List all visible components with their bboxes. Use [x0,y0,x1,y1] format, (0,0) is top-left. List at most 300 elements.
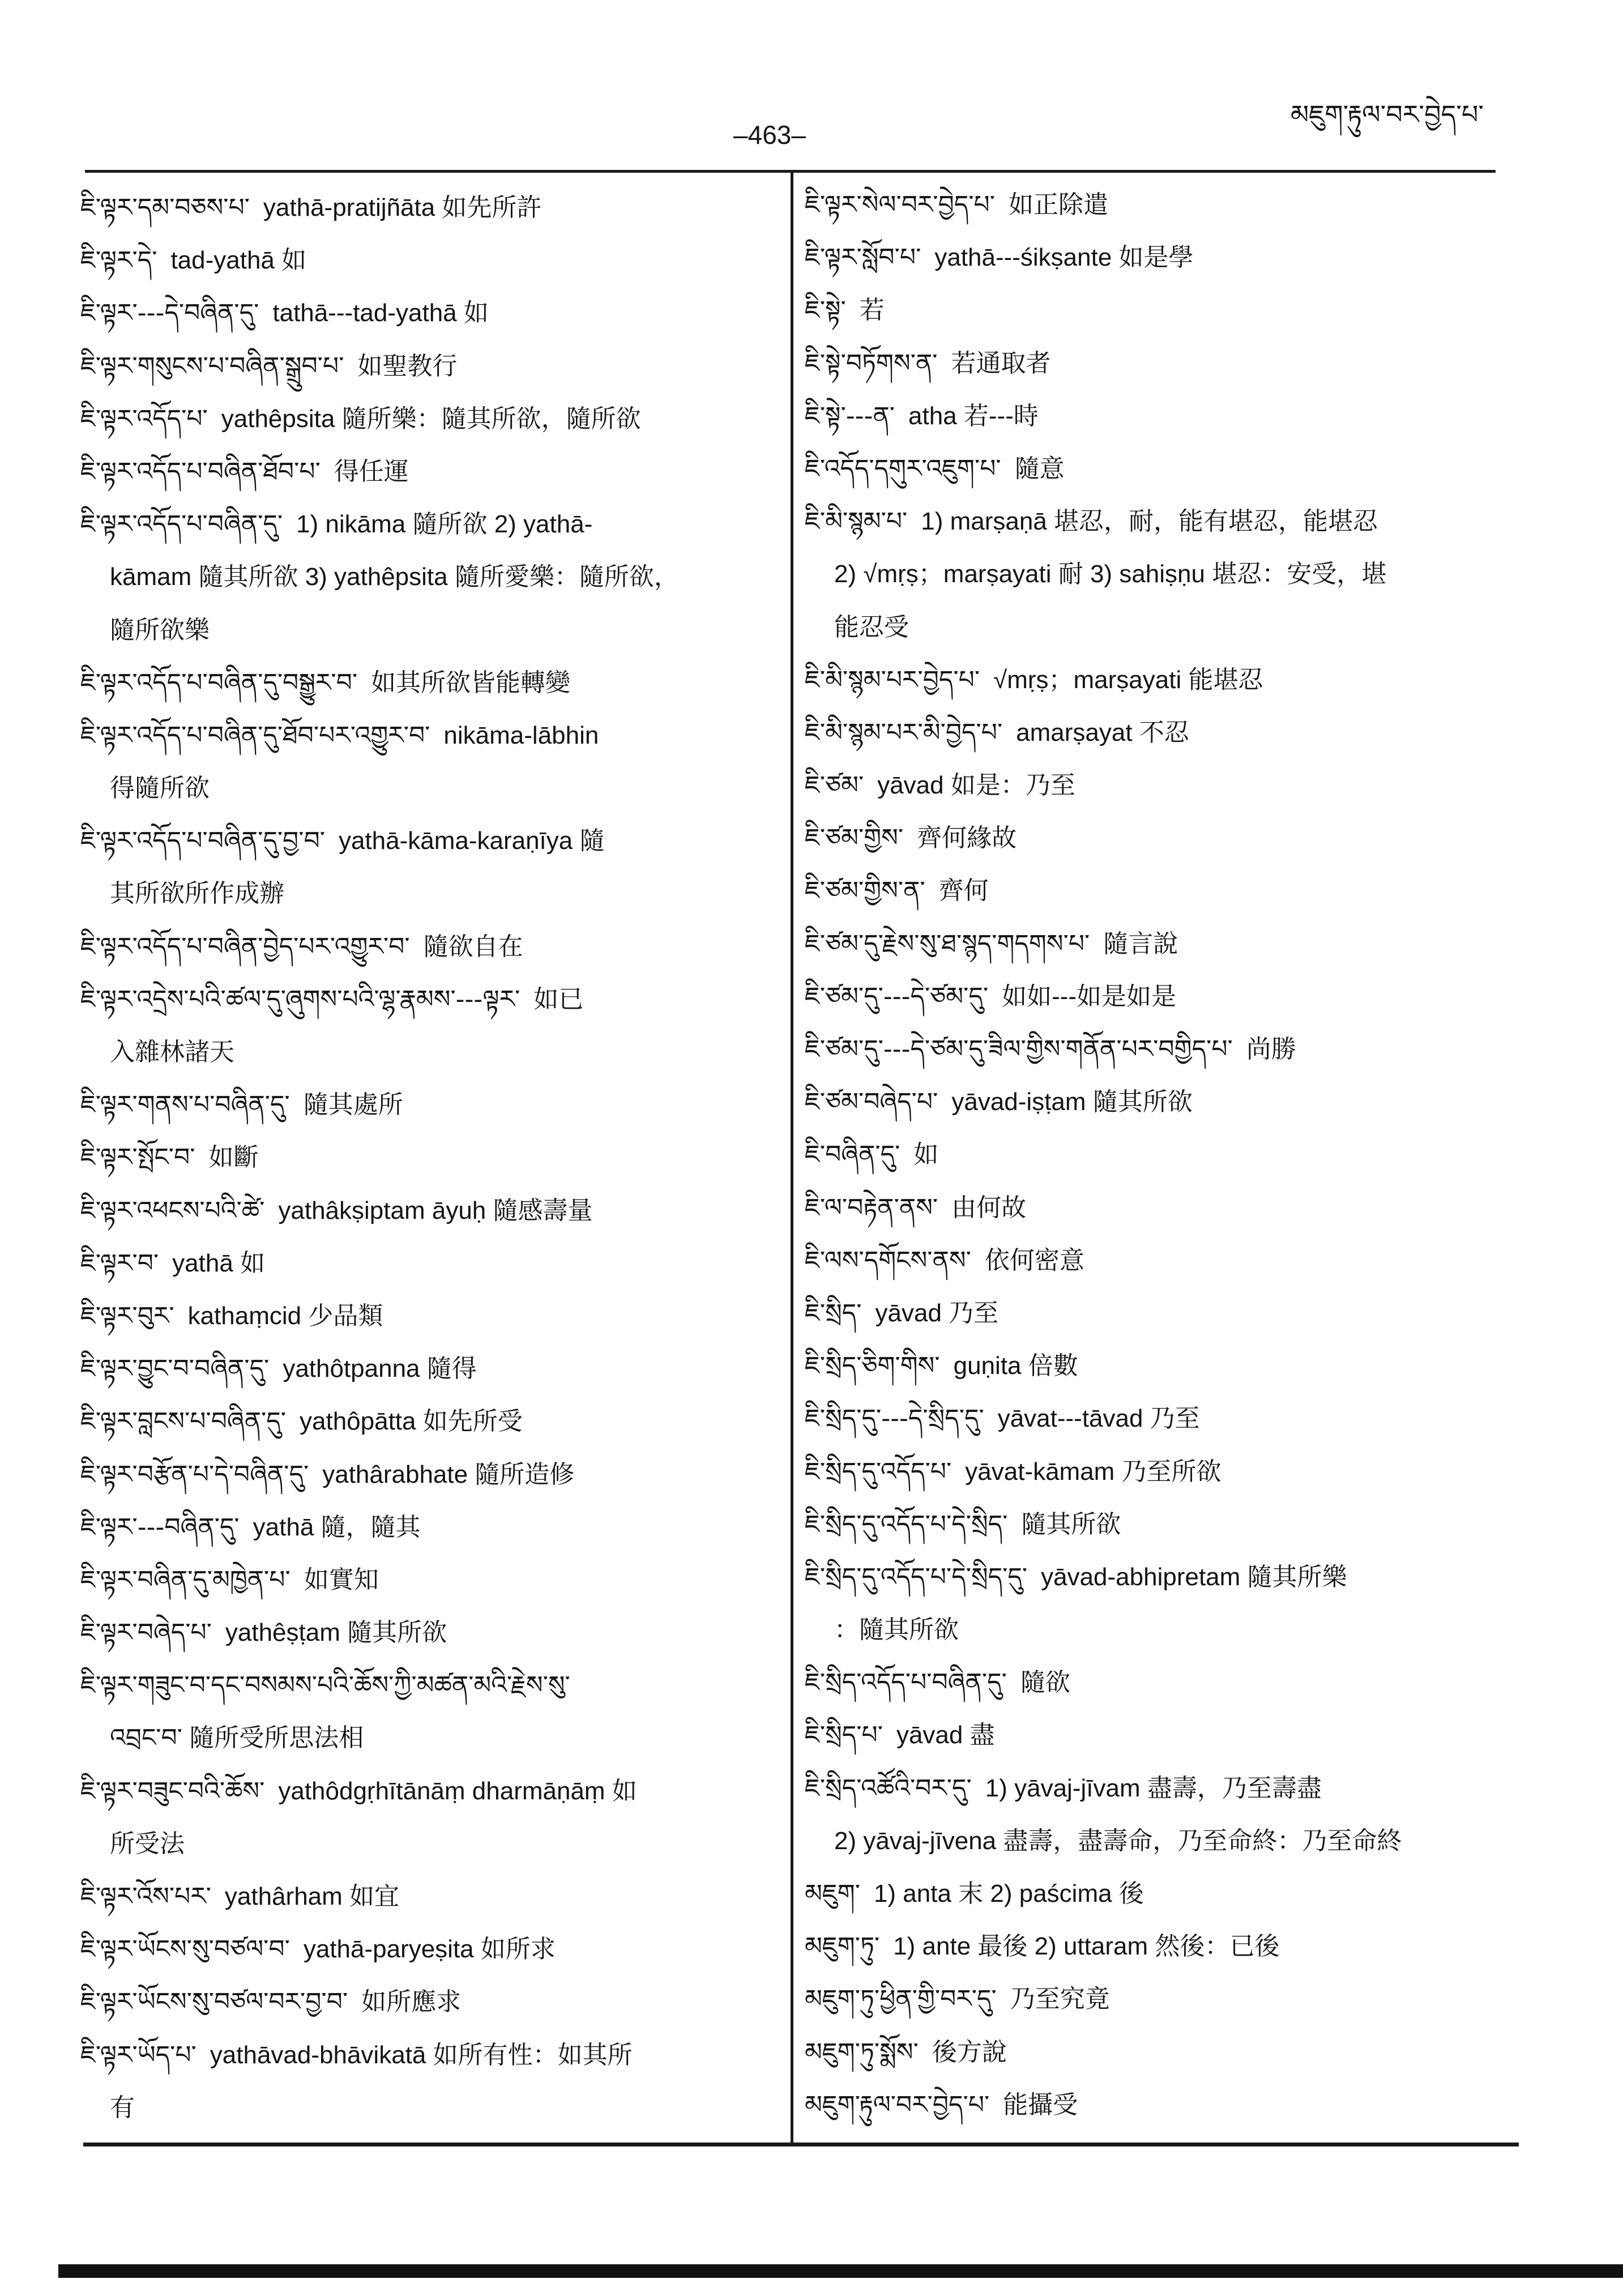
dictionary-entry [80,392,760,445]
entry-first-line [80,1765,760,1817]
tibetan-headword: ཇི་ལྟར་འདོད་པ་བཞིན་བྱེད་པར་འགྱུར་བ་ [80,932,410,961]
gloss: 如斷 [208,1143,259,1172]
dictionary-entry [805,1128,1484,1181]
dictionary-entry [805,812,1484,864]
dictionary-entry [805,1181,1484,1234]
entry-first-line [80,1923,760,1975]
tibetan-headword: ཇི་མི་སྙམ་པར་བྱེད་པ་ [805,665,980,694]
entry-text [80,656,570,709]
dictionary-entry [80,1237,760,1290]
tibetan-headword: ཇི་ལས་དགོངས་ནས་ [805,1245,971,1275]
entry-first-line [805,1181,1484,1234]
entry-first-line [80,1659,760,1712]
entry-first-line [80,1606,760,1659]
tibetan-headword: ཇི་ལྟར་གཟུང་བ་དང་བསམས་པའི་ཆོས་ཀྱི་མཚན་མའི་རྗེས་སུ་ [80,1671,570,1700]
entry-first-line [805,284,1484,336]
gloss: 依何密意 [984,1246,1084,1274]
tibetan-headword: ཇི་ལྟར་གནས་པ་བཞིན་དུ་ [80,1090,290,1120]
tibetan-headword: ཇི་ལྟར་བ་ [80,1248,159,1278]
gloss: yathôdgṛhītānāṃ dharmāṇāṃ 如 [278,1777,637,1805]
tibetan-headword: ཇི་ལ་བརྟེན་ནས་ [805,1193,938,1222]
entry-text [80,1342,477,1395]
entry-first-line [80,287,760,339]
tibetan-headword: ཇི་ལྟར་འདོད་པ་བཞིན་ཐོབ་པ་ [80,456,321,486]
dictionary-entry [80,656,760,709]
dictionary-entry [80,1395,760,1448]
entry-first-line [805,1445,1484,1498]
entry-text [805,1287,998,1339]
tibetan-headword: ཇི་ལྟར་བཞེད་པ་ [80,1618,212,1648]
dictionary-entry [805,1867,1484,1920]
entry-first-line [80,920,760,973]
gloss: yathâkṣiptam āyuḥ 隨感壽量 [278,1196,593,1224]
entry-first-line [805,1762,1484,1815]
dictionary-entry [805,1445,1484,1498]
entry-first-line [80,656,760,709]
tibetan-headword: ཇི་ལྟར་འོས་པར་ [80,1882,211,1911]
entry-text [80,445,409,498]
dictionary-entry [805,495,1484,654]
entry-first-line [80,392,760,445]
dictionary-entry [80,498,760,656]
entry-first-line [805,1867,1484,1920]
gloss: 隨意 [1014,454,1065,483]
gloss: 如 [913,1141,939,1169]
gloss: 若通取者 [951,349,1051,377]
entry-text [805,864,989,917]
dictionary-entry [805,231,1484,284]
gloss: 如如---如是如是 [1002,982,1177,1010]
entry-text [805,1445,1221,1498]
entry-text [805,231,1194,284]
entry-first-line [805,390,1484,442]
dictionary-entry [805,864,1484,917]
dictionary-entry [805,1498,1484,1551]
gloss: 由何故 [951,1193,1027,1222]
entry-first-line [805,178,1484,231]
gloss-continuation: 2) yāvaj-jīvena 盡壽，盡壽命，乃至命終：乃至命終 [834,1826,1402,1855]
entry-text [80,498,592,550]
dictionary-entry [805,1551,1484,1656]
gloss: atha 若---時 [908,402,1039,430]
entry-first-line [80,1448,760,1501]
entry-continuation-line [80,1712,760,1764]
entry-first-line [805,970,1484,1023]
dictionary-entry [80,1342,760,1395]
dictionary-entry [80,1659,760,1764]
entry-first-line [805,1023,1484,1076]
entry-first-line [805,1234,1484,1287]
dictionary-entry [805,1234,1484,1287]
gloss: 如所應求 [361,1988,462,2016]
entry-first-line [80,1975,760,2028]
dictionary-entry [805,1709,1484,1761]
entry-text [80,1237,265,1290]
entry-first-line [805,1656,1484,1709]
entry-continuation-line [80,604,760,656]
tibetan-headword: ཇི་ལྟར་འདྲེས་པའི་ཚལ་དུ་ཞུགས་པའི་ལྷ་རྣམས་---ལྟར་ [80,984,520,1014]
gloss: yāvad 乃至 [875,1299,999,1327]
tibetan-headword: མཇུག་ཏུ་ [805,1932,880,1961]
entry-first-line [805,864,1484,917]
entry-text [805,654,1263,706]
gloss: 乃至究竟 [1010,1985,1110,2013]
entry-first-line [80,1290,760,1342]
entry-text [805,2079,1078,2131]
entry-first-line [805,917,1484,970]
entry-continuation-line [80,1817,760,1870]
entry-first-line [805,1128,1484,1181]
dictionary-entry [805,917,1484,970]
dictionary-entry [80,709,760,814]
tibetan-headword: ཇི་ལྟར་བརྩོན་པ་དེ་བཞིན་དུ་ [80,1459,309,1489]
dictionary-entry [80,814,760,920]
gloss: yathā-pratijñāta 如先所許 [263,194,542,221]
gloss: 如已 [533,985,584,1013]
dictionary-entry [80,1870,760,1923]
dictionary-entry [80,2029,760,2134]
gloss: tathā---tad-yathā 如 [272,299,489,327]
entry-first-line [805,1973,1484,2025]
entry-first-line [805,812,1484,864]
tibetan-headword: ཇི་ལྟར་འདོད་པ་བཞིན་དུ་བསྒྱུར་བ་ [80,668,358,697]
gloss: yathêṣṭam 隨其所欲 [225,1619,447,1647]
entry-text [80,1448,574,1501]
gloss: 隨言說 [1103,929,1178,958]
entry-text [805,1128,938,1181]
entry-continuation-line [805,548,1484,600]
entry-text [80,392,641,445]
entry-text [80,1501,421,1554]
tibetan-headword: མཇུག་རྟུལ་བར་བྱེད་པ་ [805,2090,990,2119]
entry-first-line [805,231,1484,284]
entry-text [80,1923,556,1975]
gloss: yathêpsita 隨所樂：隨其所欲，隨所欲 [221,404,641,433]
tibetan-headword: ཇི་ཙམ་གྱིས་ [805,823,904,853]
entry-first-line [80,234,760,287]
entry-text [80,1290,383,1342]
gloss-continuation: ：隨其所欲 [834,1616,959,1644]
gloss: 如其所欲皆能轉變 [371,668,571,697]
entry-text [80,1395,523,1448]
gloss: yāvad-abhipretam 隨其所樂 [1041,1563,1347,1591]
entry-first-line [805,1551,1484,1603]
left-column [80,181,760,2134]
entry-first-line [805,759,1484,812]
entry-text [80,920,523,973]
gloss: yathôpātta 如先所受 [300,1407,523,1436]
entry-text [805,706,1189,759]
entry-text [80,1975,461,2028]
entry-text [805,442,1065,495]
entry-continuation-line [80,2081,760,2134]
gloss: 1) anta 末 2) paścima 後 [873,1880,1144,1907]
entry-text [80,1184,592,1237]
tibetan-headword: ཇི་ལྟར་ཡོངས་སུ་བཙལ་བར་བྱ་བ་ [80,1987,348,2017]
gloss: 隨欲 [1020,1668,1070,1697]
gloss: 1) nikāma 隨所欲 2) yathā- [296,510,593,539]
gloss: yāvad 如是：乃至 [877,771,1075,800]
dictionary-entry [805,1339,1484,1392]
gloss-continuation: 入雜林諸天 [110,1038,234,1066]
dictionary-entry [805,759,1484,812]
gloss-continuation: 所受法 [110,1829,185,1858]
dictionary-entry [805,706,1484,759]
entry-text [80,709,599,762]
tibetan-headword: ཇི་ལྟར་གསུངས་པ་བཞིན་སྒྲུབ་པ་ [80,351,344,381]
gloss: yathā 隨，隨其 [253,1513,421,1541]
tibetan-headword: མཇུག་ཏུ་སྨོས་ [805,2037,919,2067]
entry-first-line [805,706,1484,759]
entry-text [805,1656,1070,1709]
gloss: tad-yathā 如 [170,246,307,275]
tibetan-headword: ཇི་སྟེ་བཏོགས་ན་ [805,348,938,378]
entry-first-line [80,973,760,1026]
dictionary-entry [80,1975,760,2028]
entry-first-line [805,654,1484,706]
dictionary-entry [80,920,760,973]
tibetan-headword: ཇི་ལྟར་ཡོད་པ་ [80,2040,197,2069]
entry-text [80,181,541,234]
tibetan-headword: ཇི་ལྟར་དམ་བཅས་པ་ [80,193,250,222]
running-head-text: མཇུག་རྟུལ་བར་བྱེད་པ་ [1290,99,1484,130]
entry-first-line [805,1076,1484,1128]
tibetan-headword: ཇི་ལྟར་འདོད་པ་བཞིན་དུ་ཐོབ་པར་འགྱུར་བ་ [80,720,430,750]
entry-text [80,1078,403,1131]
gloss: 隨其所欲 [1021,1510,1121,1538]
entry-first-line [80,445,760,498]
gloss-continuation: kāmam 隨其所欲 3) yathêpsita 隨所愛樂：隨所欲， [110,563,679,591]
tibetan-headword: ཇི་ཙམ་དུ་---དེ་ཙམ་དུ་ [805,981,989,1011]
gloss: 隨欲自在 [423,932,523,961]
entry-text [805,1551,1347,1603]
tibetan-headword: ཇི་སྲིད་འདོད་པ་བཞིན་དུ་ [805,1668,1007,1697]
entry-first-line [80,1501,760,1554]
dictionary-entry [805,2026,1484,2079]
entry-continuation-line [80,1026,760,1078]
bottom-rule [83,2143,1519,2146]
tibetan-headword: མཇུག་ཏུ་ཕྱིན་གྱི་བར་དུ་ [805,1985,997,2014]
entry-text [80,2029,633,2081]
entry-text [805,812,1016,864]
entry-text [80,1659,584,1712]
entry-continuation-line [80,550,760,603]
entry-text [805,1339,1078,1392]
gloss-continuation: 得隨所欲 [110,774,210,803]
entry-continuation-line [805,1603,1484,1656]
tibetan-headword: ཇི་ལྟར་---དེ་བཞིན་དུ་ [80,298,259,328]
entry-first-line [805,2079,1484,2131]
tibetan-headword: ཇི་སྟེ་ [805,296,846,325]
entry-first-line [80,1184,760,1237]
entry-text [805,390,1039,442]
entry-text [80,340,457,392]
entry-first-line [80,709,760,762]
tibetan-headword: ཇི་ཙམ་དུ་རྗེས་སུ་ཐ་སྙད་གདགས་པ་ [805,929,1090,958]
entry-first-line [80,181,760,234]
dictionary-entry [80,1078,760,1131]
tibetan-headword: ཇི་ལྟར་---བཞིན་དུ་ [80,1512,240,1542]
tibetan-headword: ཇི་སྲིད་དུ་---དེ་སྲིད་དུ་ [805,1404,984,1433]
gloss: 齊何緣故 [917,824,1017,852]
tibetan-headword: ཇི་བཞིན་དུ་ [805,1140,900,1170]
tibetan-headword: ཇི་ལྟར་སེལ་བར་བྱེད་པ་ [805,190,995,219]
dictionary-entry [805,1762,1484,1867]
entry-text [805,1498,1121,1551]
entry-text [805,1709,995,1761]
entry-continuation-line [80,867,760,920]
dictionary-entry [80,1923,760,1975]
dictionary-entry [805,654,1484,706]
dictionary-entry [80,1606,760,1659]
page-number: –463– [733,120,806,150]
dictionary-entry [80,1765,760,1870]
entry-first-line [80,814,760,867]
dictionary-entry [80,1448,760,1501]
tibetan-headword: ཇི་ལྟར་འདོད་པ་ [80,404,208,433]
entry-first-line [805,1287,1484,1339]
gloss: 隨其處所 [303,1091,403,1119]
tibetan-headword: ཇི་ལྟར་བཟུང་བའི་ཆོས་ [80,1776,265,1806]
tibetan-headword: ཇི་ལྟར་འདོད་པ་བཞིན་དུ་ [80,510,283,539]
entry-first-line [805,1920,1484,1973]
gloss: 如聖教行 [357,352,458,380]
dictionary-entry [80,1554,760,1606]
entry-text [80,1554,379,1606]
gloss: 能攝受 [1003,2090,1078,2119]
entry-first-line [80,498,760,550]
entry-first-line [80,1395,760,1448]
entry-text [805,2026,1007,2079]
dictionary-entry [805,1656,1484,1709]
gloss: yathôtpanna 隨得 [283,1355,477,1383]
entry-first-line [80,340,760,392]
entry-text [805,1762,1322,1815]
gloss: yathârham 如宜 [224,1883,400,1910]
tibetan-headword: ཇི་སྲིད་པ་ [805,1721,883,1750]
gloss-continuation: 其所欲所作成辦 [110,880,284,908]
dictionary-entry [805,1392,1484,1445]
entry-continuation-line [805,1815,1484,1867]
entry-continuation-line [80,762,760,814]
gloss: yāvat---tāvad 乃至 [997,1405,1200,1433]
entry-first-line [805,1339,1484,1392]
entry-first-line [80,1237,760,1290]
tibetan-headword: ཇི་ལྟར་བླངས་པ་བཞིན་དུ་ [80,1407,286,1436]
entry-continuation-line [805,601,1484,654]
tibetan-headword: ཇི་ཙམ་བཞེད་པ་ [805,1087,938,1117]
gloss: yathā-paryeṣita 如所求 [303,1935,556,1964]
gloss: 1) ante 最後 2) uttaram 然後：已後 [893,1932,1280,1961]
dictionary-entry [805,284,1484,336]
tibetan-headword: ཇི་ལྟར་ཡོངས་སུ་བཙལ་བ་ [80,1935,290,1964]
gloss: yathârabhate 隨所造修 [322,1460,575,1488]
entry-text [805,1392,1200,1445]
entry-first-line [805,337,1484,390]
entry-text [805,178,1108,231]
entry-text [80,1606,447,1659]
tibetan-headword: ཇི་ལྟར་བཞིན་དུ་མཁྱེན་པ་ [80,1565,291,1594]
entry-first-line [80,1554,760,1606]
tibetan-headword: ཇི་ལྟར་སློབ་པ་ [805,243,921,272]
tibetan-headword: ཇི་ལྟར་བྱུང་བ་བཞིན་དུ་ [80,1354,270,1384]
gloss: 得任運 [334,457,409,485]
entry-text [805,284,885,336]
entry-text [80,234,306,287]
entry-first-line [80,1870,760,1923]
gloss: 尚勝 [1246,1035,1296,1063]
dictionary-entry [805,970,1484,1023]
tibetan-headword: ཇི་ལྟར་སྤོང་བ་ [80,1143,195,1172]
tibetan-headword: ཇི་སྲིད་དུ་འདོད་པ་དེ་སྲིད་དུ་ [805,1562,1028,1591]
entry-text [805,970,1176,1023]
dictionary-entry [80,1131,760,1184]
gloss: amarṣayat 不忍 [1016,718,1189,746]
entry-first-line [80,1078,760,1131]
gloss: yāvad 盡 [896,1721,995,1749]
tibetan-headword: ཇི་ཙམ་ [805,771,864,800]
entry-text [805,495,1378,548]
dictionary-entry [80,1501,760,1554]
gloss-continuation: 隨所欲樂 [110,616,210,644]
dictionary-entry [80,234,760,287]
tibetan-headword: ཇི་ལྟར་དེ་ [80,246,157,275]
tibetan-headword: ཇི་སྲིད་དུ་འདོད་པ་ [805,1457,952,1486]
gloss: yāvad-iṣṭam 隨其所欲 [951,1088,1193,1116]
gloss: nikāma-lābhin [443,721,599,749]
gloss: 如正除遣 [1008,191,1108,219]
entry-first-line [80,2029,760,2081]
gloss: 1) marṣaṇā 堪忍，耐，能有堪忍，能堪忍 [921,507,1378,536]
entry-text [805,1867,1144,1920]
dictionary-entry [805,390,1484,442]
tibetan-headword: ཇི་མི་སྙམ་པར་མི་བྱེད་པ་ [805,718,1003,747]
entry-first-line [805,2026,1484,2079]
entry-first-line [80,1342,760,1395]
entry-first-line [80,1131,760,1184]
entry-text [805,1076,1193,1128]
dictionary-entry [805,1023,1484,1076]
gloss: yathā---śikṣante 如是學 [934,244,1194,272]
gloss: yathā 如 [172,1249,266,1277]
tibetan-headword: ཇི་ལྟར་འདོད་པ་བཞིན་དུ་བྱ་བ་ [80,826,325,856]
dictionary-entry [80,1184,760,1237]
tibetan-headword: ཇི་མི་སྙམ་པ་ [805,507,908,536]
tibetan-headword: ཇི་སྲིད་དུ་འདོད་པ་དེ་སྲིད་ [805,1509,1008,1539]
entry-first-line [805,1392,1484,1445]
dictionary-entry [80,973,760,1078]
gloss: √mṛṣ；marṣayati 能堪忍 [993,665,1263,694]
tibetan-headword: ཇི་འདོད་དགུར་འཇུག་པ་ [805,454,1001,483]
gloss-continuation: 有 [110,2093,135,2122]
dictionary-entry [80,1290,760,1342]
scan-edge-bar [58,2264,1623,2278]
dictionary-entry [805,1076,1484,1128]
running-head [1189,96,1484,133]
entry-text [805,917,1178,970]
dictionary-entry [805,442,1484,495]
tibetan-headword: མཇུག་ [805,1879,860,1908]
gloss: yathāvad-bhāvikatā 如所有性：如其所 [210,2041,633,2069]
entry-text [805,1181,1026,1234]
dictionary-entry [805,1287,1484,1339]
entry-text [80,973,583,1026]
gloss: 齊何 [938,877,989,905]
gloss: 1) yāvaj-jīvam 盡壽，乃至壽盡 [985,1774,1322,1802]
tibetan-headword: ཇི་སྲིད་འཚོའི་བར་དུ་ [805,1773,972,1803]
entry-first-line [805,1709,1484,1761]
entry-text [805,1234,1084,1287]
